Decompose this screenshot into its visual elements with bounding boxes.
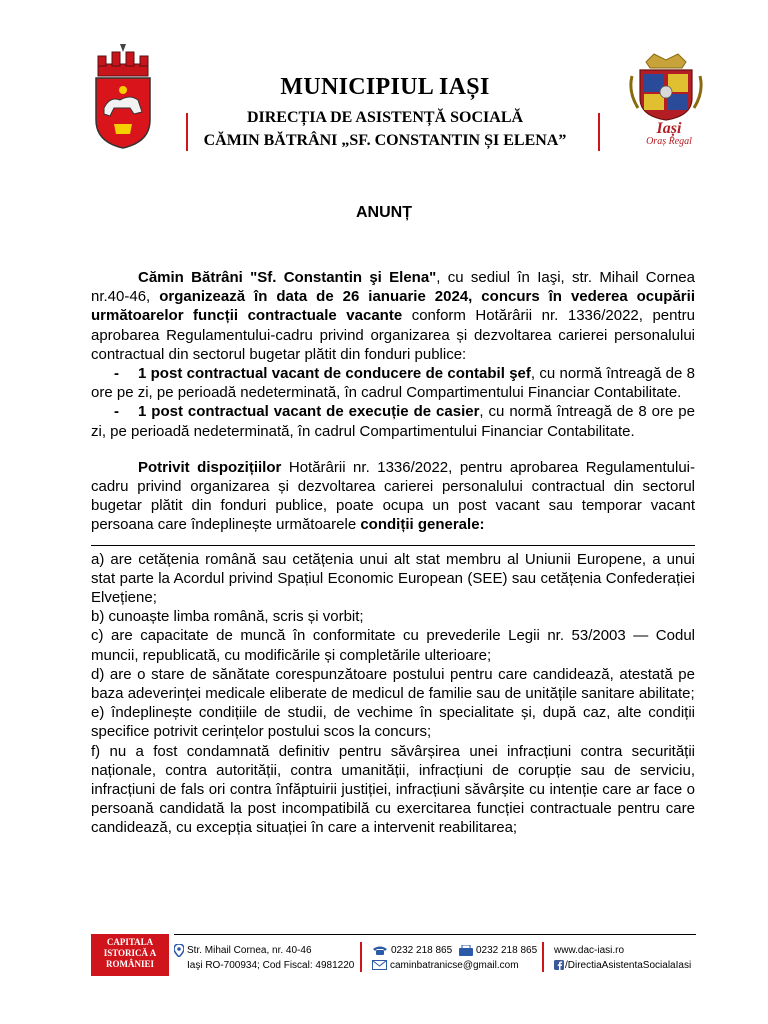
position-title: 1 post contractual vacant de conducere de contabil şef <box>138 365 531 383</box>
horizontal-divider <box>91 545 695 546</box>
fax-number[interactable]: 0232 218 865 <box>475 945 538 956</box>
footer-address <box>174 943 354 973</box>
envelope-icon <box>372 960 387 970</box>
position-title: 1 post contractual vacant de execuție de casier <box>138 403 480 421</box>
phone-number[interactable]: 0232 218 865 <box>391 945 453 956</box>
header-subtitle-institution: CĂMIN BĂTRÂNI „SF. CONSTANTIN ȘI ELENA” <box>203 132 567 149</box>
footer-red-divider <box>360 942 362 972</box>
general-conditions-label: condiții generale: <box>360 516 485 534</box>
intro-text-1: , cu sediul în Iaşi, str. Mihail Cornea nr.40-46, <box>91 269 695 306</box>
iasi-oras-regal-wordmark <box>634 122 704 148</box>
condition-item: c) are capacitate de muncă în conformitate cu prevederile Legii nr. 53/2003 — Codul muncii, republicată, cu modificările și completările ulterioare; <box>91 627 695 664</box>
iasi-wordmark-text: Iași <box>656 120 682 137</box>
footer-red-divider <box>542 942 544 972</box>
badge-line: ROMÂNIEI <box>105 959 154 969</box>
position-details: , cu normă întreagă de 8 ore pe zi, pe perioadă nedeterminată, în cadrul Compartimentului Financiar Contabilitate. <box>91 365 695 402</box>
header-title: MUNICIPIUL IAȘI <box>280 74 490 100</box>
intro-text-2: conform Hotărârii nr. 1336/2022, pentru aprobarea Regulamentului-cadru privind organizarea și dezvoltarea carierei personalului contractual din sectorul bugetar plătit din fonduri publice: <box>91 307 695 363</box>
intro-paragraph <box>91 268 695 364</box>
badge-line: CAPITALA <box>106 937 154 947</box>
condition-item: f) nu a fost condamnată definitiv pentru săvârșirea unei infracțiuni contra securității naționale, contra autorității, contra umanității, infracțiuni de corupție sau de serviciu, infracțiuni de fals ori contra înfăptuirii justiției, infracțiuni săvârșite cu intenție care ar face o persoană candidată la post incompatibilă cu exercitarea funcției contractuale pentru care candidează, cu excepția situației în care a intervenit reabilitarea; <box>91 742 695 837</box>
facebook-icon <box>554 960 564 970</box>
website-link[interactable]: www.dac-iasi.ro <box>554 945 625 956</box>
legal-basis-label: Potrivit dispozițiilor <box>138 458 282 476</box>
badge-line: ISTORICĂ A <box>103 948 157 958</box>
document-heading: ANUNȚ <box>356 204 412 221</box>
footer-top-rule <box>174 934 696 935</box>
facebook-link[interactable]: /DirectiaAsistentaSocialaIasi <box>565 960 692 971</box>
conditions-intro-paragraph <box>91 458 695 535</box>
position-list-item <box>91 364 695 402</box>
fax-icon <box>459 945 473 956</box>
email-line <box>372 958 537 973</box>
conditions-intro-text: Hotărârii nr. 1336/2022, pentru aprobarea Regulamentului-cadru privind organizarea și dezvoltarea carierei personalului contractual din sectorul bugetar plătit din fonduri publice, poate ocupa un post vacant sau temporar vacant persoana care îndeplinește următoarele <box>91 458 695 534</box>
condition-item: b) cunoaște limba română, scris și vorbit; <box>91 608 364 626</box>
email-link[interactable]: caminbatranicse@gmail.com <box>390 960 519 971</box>
address-line <box>174 958 354 973</box>
address-line <box>174 943 354 958</box>
condition-item: e) îndeplinește condițiile de studii, de vechime în specialitate și, după caz, alte condiții specifice potrivit cerințelor postului scos la concurs; <box>91 704 695 741</box>
location-pin-icon <box>174 944 184 957</box>
facebook-line <box>554 958 691 973</box>
website-line <box>554 943 691 958</box>
footer-web <box>554 943 691 973</box>
condition-item: d) are o stare de sănătate corespunzătoare postului pentru care candidează, atestată pe baza adeverinței medicale eliberate de medicul de familie sau de unitățile sanitare abilitate; <box>91 665 695 703</box>
address-city-fiscal: Iaşi RO-700934; Cod Fiscal: 4981220 <box>187 960 355 971</box>
capitala-istorica-badge <box>91 934 169 976</box>
telephone-icon <box>372 945 388 956</box>
bullet-dash: - <box>114 365 119 383</box>
document-body <box>91 268 695 838</box>
position-details: , cu normă întreagă de 8 ore pe zi, pe perioadă nedeterminată, în cadrul Compartimentului Financiar Contabilitate. <box>91 403 695 440</box>
iasi-royal-city-crest-logo <box>628 52 704 122</box>
institution-name: Cămin Bătrâni "Sf. Constantin şi Elena" <box>138 269 437 286</box>
iasi-coat-of-arms-logo <box>90 42 156 150</box>
competition-announcement: organizează în data de 26 ianuarie 2024, concurs în vederea ocupării următoarelor funcții contractuale vacante <box>91 288 695 325</box>
position-list-item <box>91 402 695 440</box>
bullet-dash: - <box>114 403 119 421</box>
phone-line <box>372 943 537 958</box>
oras-regal-wordmark-text: Oraș Regal <box>646 136 692 147</box>
header-right-red-divider <box>598 113 600 151</box>
header-left-red-divider <box>186 113 188 151</box>
address-street: Str. Mihail Cornea, nr. 40-46 <box>187 945 312 956</box>
condition-item: a) are cetățenia română sau cetățenia unui alt stat membru al Uniunii Europene, a unui stat parte la Acordul privind Spațiul Economic European (SEE) sau cetățenia Confederației Elvețiene; <box>91 550 695 607</box>
header-subtitle-directorate: DIRECȚIA DE ASISTENȚĂ SOCIALĂ <box>246 109 524 126</box>
footer-contact <box>372 943 537 973</box>
paragraph-gap <box>91 441 695 458</box>
